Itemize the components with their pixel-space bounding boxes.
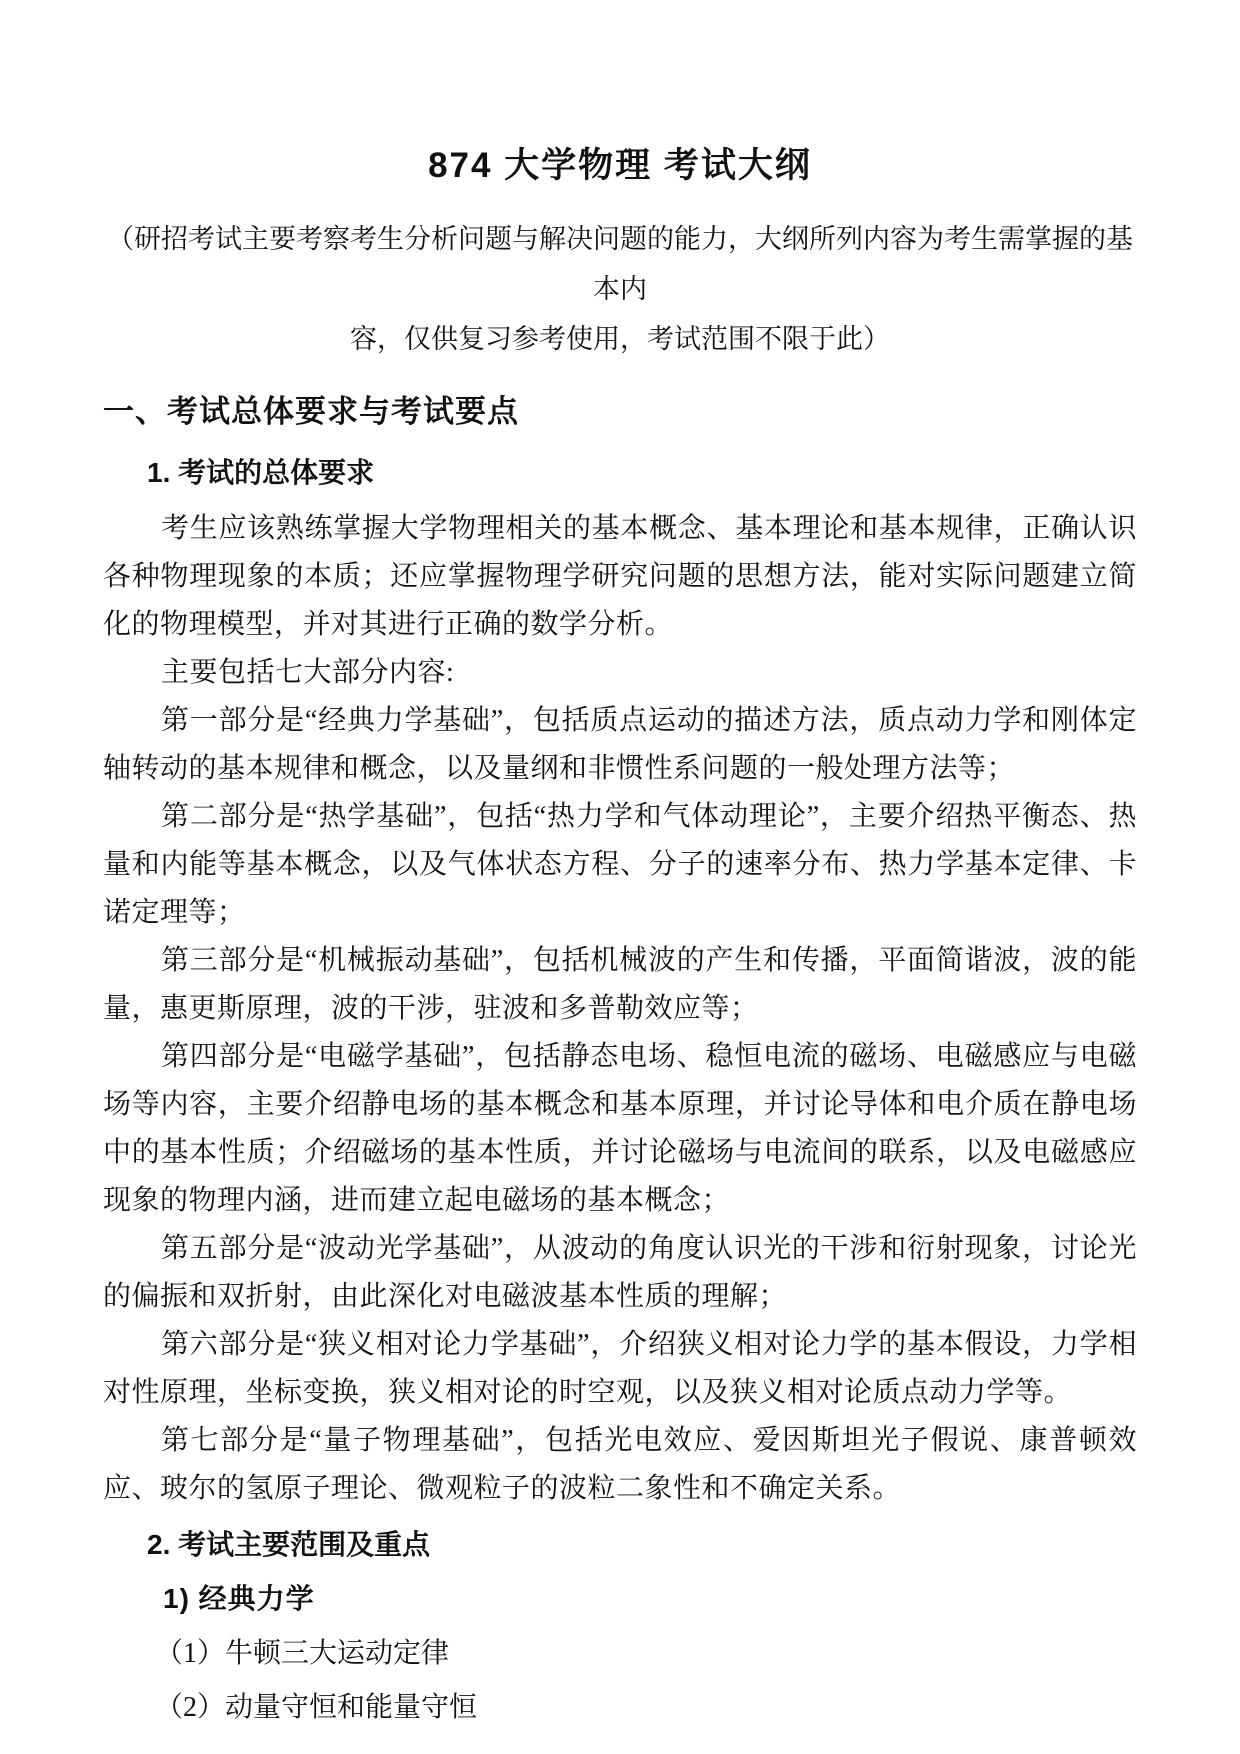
subtitle-line-1: （研招考试主要考察考生分析问题与解决问题的能力，大纲所列内容为考生需掌握的基本内 bbox=[107, 224, 1133, 304]
topic-heading-classical-mechanics: 1) 经典力学 bbox=[163, 1583, 315, 1614]
list-item-conservation-laws: （2）动量守恒和能量守恒 bbox=[155, 1692, 478, 1723]
paragraph-part2-thermal-physics: 第二部分是“热学基础”，包括“热力学和气体动理论”，主要介绍热平衡态、热量和内能等基本概念，以及气体状态方程、分子的速率分布、热力学基本定律、卡诺定理等； bbox=[103, 801, 1137, 928]
document-title: 874 大学物理 考试大纲 bbox=[428, 146, 812, 185]
paragraph-part3-mechanical-vibration: 第三部分是“机械振动基础”，包括机械波的产生和传播，平面简谐波，波的能量，惠更斯原理，波的干涉，驻波和多普勒效应等； bbox=[103, 945, 1137, 1024]
subheading-scope-and-focus: 2. 考试主要范围及重点 bbox=[147, 1529, 431, 1560]
section-heading-overall-requirements: 一、考试总体要求与考试要点 bbox=[103, 394, 519, 429]
paragraph-part1-classical-mechanics: 第一部分是“经典力学基础”，包括质点运动的描述方法，质点动力学和刚体定轴转动的基本规律和概念，以及量纲和非惯性系问题的一般处理方法等； bbox=[103, 705, 1137, 784]
paragraph-seven-parts-intro: 主要包括七大部分内容: bbox=[161, 657, 455, 688]
paragraph-part7-quantum-physics: 第七部分是“量子物理基础”，包括光电效应、爱因斯坦光子假说、康普顿效应、玻尔的氢原子理论、微观粒子的波粒二象性和不确定关系。 bbox=[103, 1425, 1137, 1504]
list-item-newton-laws: （1）牛顿三大运动定律 bbox=[155, 1638, 450, 1669]
paragraph-overall-requirement: 考生应该熟练掌握大学物理相关的基本概念、基本理论和基本规律，正确认识各种物理现象的本质；还应掌握物理学研究问题的思想方法，能对实际问题建立简化的物理模型，并对其进行正确的数学分析。 bbox=[103, 513, 1137, 640]
paragraph-part4-electromagnetism: 第四部分是“电磁学基础”，包括静态电场、稳恒电流的磁场、电磁感应与电磁场等内容，主要介绍静电场的基本概念和基本原理，并讨论导体和电介质在静电场中的基本性质；介绍磁场的基本性质，并讨论磁场与电流间的联系，以及电磁感应现象的物理内涵，进而建立起电磁场的基本概念； bbox=[103, 1041, 1137, 1216]
subtitle-line-2: 容，仅供复习参考使用，考试范围不限于此） bbox=[350, 324, 890, 354]
paragraph-part5-wave-optics: 第五部分是“波动光学基础”，从波动的角度认识光的干涉和衍射现象，讨论光的偏振和双折射，由此深化对电磁波基本性质的理解； bbox=[103, 1233, 1137, 1312]
paragraph-part6-special-relativity: 第六部分是“狭义相对论力学基础”，介绍狭义相对论力学的基本假设，力学相对性原理，坐标变换，狭义相对论的时空观，以及狭义相对论质点动力学等。 bbox=[103, 1329, 1137, 1408]
document-subtitle bbox=[103, 214, 1137, 364]
subheading-overall-requirements: 1. 考试的总体要求 bbox=[147, 457, 375, 488]
